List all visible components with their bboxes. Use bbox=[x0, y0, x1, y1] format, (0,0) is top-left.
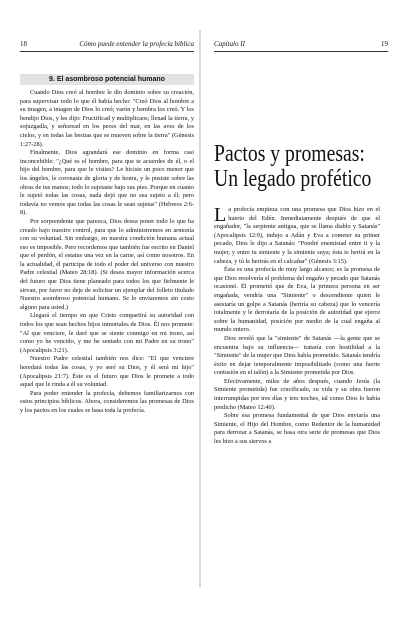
right-first-paragraph bbox=[214, 206, 380, 266]
left-body-text bbox=[20, 89, 194, 416]
running-head-right bbox=[214, 40, 388, 52]
right-paragraph: Efectivamente, miles de años después, cuando Jesús (la Simiente prometida) fue crucificado, su vida y su obra fueron interrumpidas por tres días y tres noches, tal como Dios lo había predicho (Mateo 12:40). bbox=[214, 377, 380, 411]
right-page bbox=[200, 0, 400, 627]
left-paragraph: Llegará el tiempo en que Cristo compartirá su autoridad con todos los que sean hechos hijos inmortales de Dios. Él nos promete: "Al que venciere, le daré que se siente conmigo en mi trono, así como yo he vencido, y me he sentado con mi Padre en su trono" (Apocalipsis 3:21). bbox=[20, 312, 194, 354]
running-head-title: Cómo puede entender la profecía bíblica bbox=[79, 40, 194, 48]
left-paragraph: Para poder entender la profecía, debemos familiarizarnos con estos principios bíblicos. Ahora, consideremos las promesas de Dios y los pactos en los cuales se basa toda la profecía. bbox=[20, 389, 194, 414]
left-paragraph: Finalmente, Dios agrandará ese dominio en forma casi inconcebible: "¿Qué es el hombre, para que te acuerdes de él, o el hijo del hombre, para que le visites? Le hiciste un poco menor que los ángeles, le coronaste de gloria y de honra, y le pusiste sobre las obras de tus manos; todo lo sujetaste bajo sus pies. Porque en cuanto le sujetó todas las cosas, nada dejó que no sea sujeto a él; pero todavía no vemos que todas las cosas le sean sujetas" (Hebreos 2:6-8). bbox=[20, 149, 194, 217]
folio-right: 19 bbox=[381, 40, 388, 48]
right-paragraph: Dios reveló que la "simiente" de Satanás —la gente que se encuentra bajo su influencia— trataría con hostilidad a la "Simiente" de la mujer que Dios había prometido. Satanás tendría éxito en dejar temporalmente imposibilitado (como una fuerte contusión en el talón) a la Simiente prometida por Dios. bbox=[214, 334, 380, 377]
left-paragraph: Cuando Dios creó al hombre le dio dominio sobre su creación, para supervisar todo lo que él había hecho: "Creó Dios al hombre a su imagen, a imagen de Dios lo creó; varón y hembra los creó. Y los bendijo Dios, y les dijo: Fructificad y multiplicaos; llenad la tierra, y sojuzgadla, y señoread en los peces del mar, en las aves de los cielos, y en todas las bestias que se mueven sobre la tierra" (Génesis 1:27-28). bbox=[20, 89, 194, 148]
folio-left: 18 bbox=[20, 40, 27, 48]
right-paragraph: Ésta es una profecía de muy largo alcance; es la promesa de que Dios resolvería el problema del engaño y pecado que Satanás ocasionó. Él prometió que de Eva, la primera persona en ser engañada, vendría una "Simiente" o descendiente quien le asestaría un golpe a Satanás (heriría su cabeza) que lo vencería totalmente y le derrotaría de la posición de autoridad que ejerce sobre la humanidad, posición por medio de la cual engaña al mundo entero. bbox=[214, 266, 380, 334]
left-paragraph: Por sorprendente que parezca, Dios desea poner todo lo que ha creado bajo nuestro control, para que lo administremos en armonía con su voluntad. Sin embargo, en nuestra condición humana actual eso es imposible. Pero recordemos que también fue escrito en Daniel que el perdón, el estatus una vez en la carne, así como nosotros. En la actualidad, él participa de todo el poder del universo con nuestro Padre celestial (Mateo 28:18). (Si desea mayor información acerca del futuro que Dios tiene planeado para todos los que fielmente le sirvan, por favor no deje de solicitar un ejemplar del folleto titulado Nuestro asombroso potencial humano. Se lo enviaremos sin costo alguno para usted.) bbox=[20, 217, 194, 311]
drop-cap: L bbox=[214, 204, 227, 226]
left-paragraph: Nuestro Padre celestial también nos dice: "El que venciere heredará todas las cosas, y yo seré su Dios, y él será mi hijo" (Apocalipsis 21:7). Éste es el futuro que Dios le promete a todo aquel que le rinda a él su voluntad. bbox=[20, 355, 194, 389]
section-title: 9. El asombroso potencial humano bbox=[20, 74, 194, 85]
right-body-text bbox=[214, 206, 380, 447]
chapter-title bbox=[214, 142, 380, 192]
chapter-label: Capítulo II bbox=[214, 40, 245, 48]
running-head-left bbox=[20, 40, 194, 52]
right-paragraph-text: a profecía empieza con una promesa que Dios hizo en el huerto del Edén. Inmediatamente después de que el engañador, "la serpiente antigua, que se llama diablo y Satanás" (Apocalipsis 12:9), indujo a Adán y Eva a cometer su primer pecado, Dios le dijo a Satanás: "Pondré enemistad entre ti y la mujer, y entre tu simiente y la simiente suya; ésta te herirá en la cabeza, y tú le herirás en el calcañar" (Génesis 3:15). bbox=[214, 206, 380, 265]
chapter-title-line-2: Un legado profético bbox=[214, 166, 372, 192]
chapter-title-line-1: Pactos y promesas: bbox=[214, 141, 365, 167]
right-paragraph: Sobre esa promesa fundamental de que Dios enviaría una Simiente, el Hijo del Hombre, como Redentor de la humanidad para derrotar a Satanás, se basa otra serie de promesas que Dios les hizo a sus siervos a bbox=[214, 412, 380, 446]
